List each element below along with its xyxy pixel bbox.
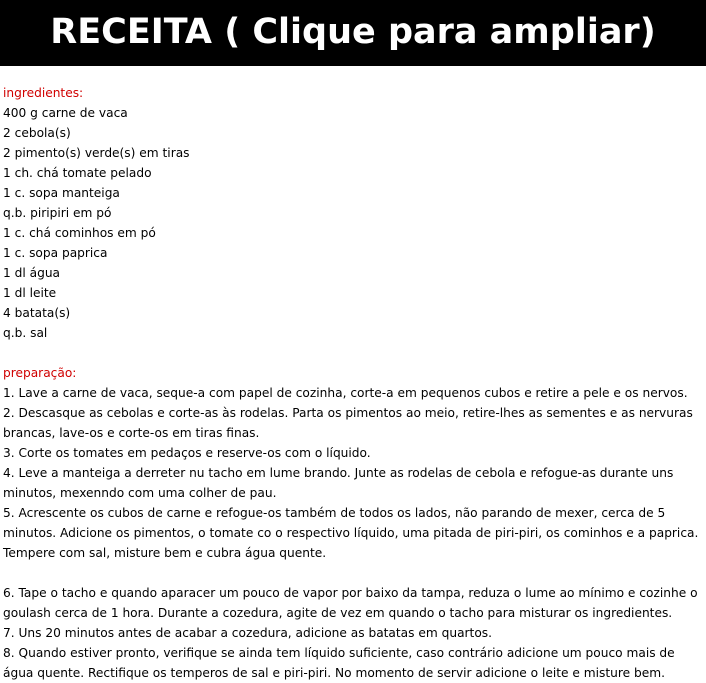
preparation-line: 5. Acrescente os cubos de carne e refogue-os também de todos os lados, não parando de mexer, cerca de 5 — [3, 506, 666, 520]
recipe-banner[interactable] — [0, 0, 706, 66]
ingredient-item: 1 c. sopa paprica — [3, 246, 108, 260]
ingredient-item: 2 pimento(s) verde(s) em tiras — [3, 146, 190, 160]
ingredients-heading: ingredientes: — [3, 86, 84, 100]
preparation-line: 4. Leve a manteiga a derreter nu tacho em lume brando. Junte as rodelas de cebola e refogue-as durante uns — [3, 466, 674, 480]
preparation-line: 7. Uns 20 minutos antes de acabar a cozedura, adicione as batatas em quartos. — [3, 626, 493, 640]
ingredient-item: 4 batata(s) — [3, 306, 71, 320]
ingredient-item: 1 c. chá cominhos em pó — [3, 226, 156, 240]
preparation-line: Tempere com sal, misture bem e cubra água quente. — [3, 546, 327, 560]
ingredient-item: 1 c. sopa manteiga — [3, 186, 120, 200]
preparation-line: água quente. Rectifique os temperos de sal e piri-piri. No momento de servir adicione o leite e misture bem. — [3, 666, 665, 680]
ingredient-item: q.b. sal — [3, 326, 48, 340]
banner-title[interactable]: RECEITA ( Clique para ampliar) — [50, 11, 656, 52]
ingredient-item: 400 g carne de vaca — [3, 106, 128, 120]
ingredient-item: 2 cebola(s) — [3, 126, 71, 140]
recipe-content — [3, 83, 705, 683]
ingredient-item: 1 ch. chá tomate pelado — [3, 166, 152, 180]
preparation-line: 1. Lave a carne de vaca, seque-a com papel de cozinha, corte-a em pequenos cubos e retire a pele e os nervos. — [3, 386, 688, 400]
preparation-line: minutos. Adicione os pimentos, o tomate co o respectivo líquido, uma pitada de piri-piri, os cominhos e a paprica. — [3, 526, 699, 540]
section-spacer — [3, 343, 705, 363]
preparation-line: goulash cerca de 1 hora. Durante a cozedura, agite de vez em quando o tacho para misturar os ingredientes. — [3, 606, 673, 620]
preparation-line — [3, 563, 705, 583]
ingredients-list — [3, 103, 705, 343]
preparation-line: minutos, mexenndo com uma colher de pau. — [3, 486, 277, 500]
preparation-steps — [3, 383, 705, 683]
preparation-line: 2. Descasque as cebolas e corte-as às rodelas. Parta os pimentos ao meio, retire-lhes as sementes e as nervuras — [3, 406, 693, 420]
preparation-heading: preparação: — [3, 366, 77, 380]
ingredient-item: q.b. piripiri em pó — [3, 206, 112, 220]
preparation-line: brancas, lave-os e corte-os em tiras finas. — [3, 426, 260, 440]
ingredient-item: 1 dl leite — [3, 286, 57, 300]
preparation-line: 8. Quando estiver pronto, verifique se ainda tem líquido suficiente, caso contrário adicione um pouco mais de — [3, 646, 675, 660]
preparation-line: 3. Corte os tomates em pedaços e reserve-os com o líquido. — [3, 446, 371, 460]
preparation-line: 6. Tape o tacho e quando aparacer um pouco de vapor por baixo da tampa, reduza o lume ao mínimo e cozinhe o — [3, 586, 698, 600]
ingredient-item: 1 dl água — [3, 266, 61, 280]
